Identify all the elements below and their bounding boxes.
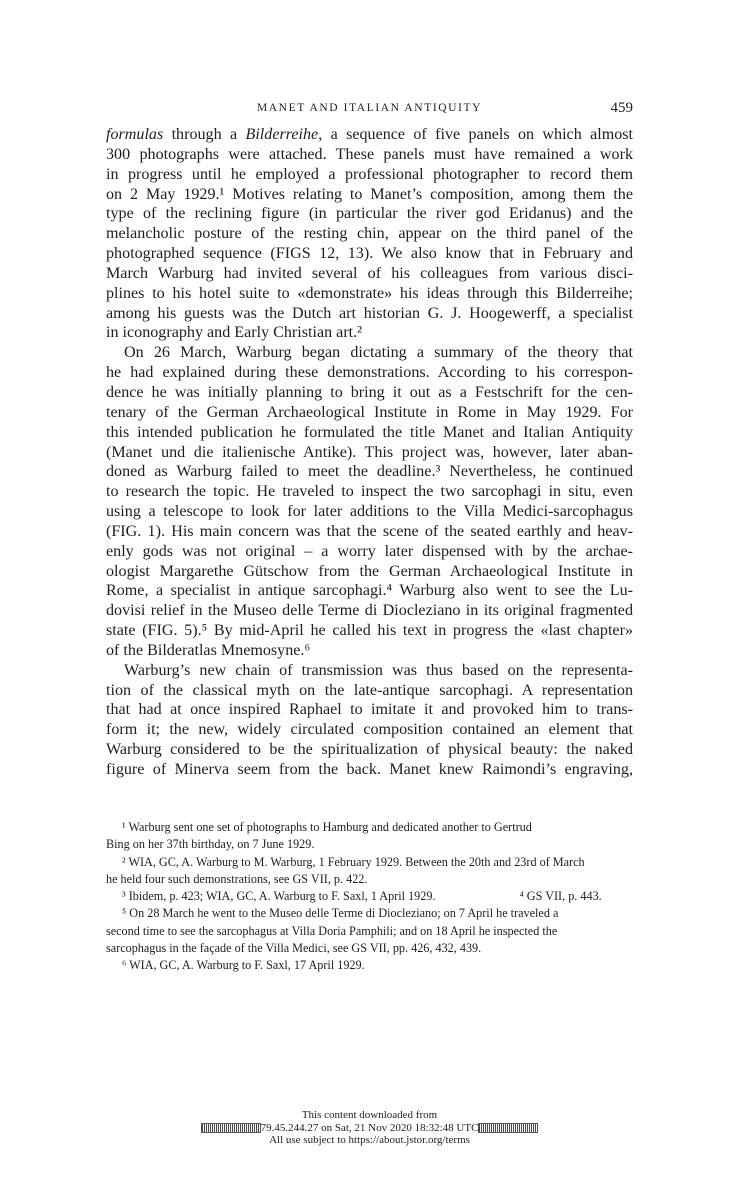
barcode-icon — [201, 1123, 261, 1133]
body-line: Warburg’s new chain of transmission was thus based on the representa- — [124, 661, 633, 679]
body-line: using a telescope to look for later additions to the Villa Medici-sarcophagus — [106, 503, 633, 521]
running-head — [106, 100, 633, 120]
footnote-line — [106, 888, 633, 905]
footnote-4: ⁴ GS VII, p. 443. — [519, 889, 602, 904]
body-line: of the Bilderatlas Mnemosyne.⁶ — [106, 641, 311, 659]
jstor-ip-text: 79.45.244.27 on Sat, 21 Nov 2020 18:32:48 UTC — [260, 1121, 479, 1134]
body-line: enly gods was not original – a worry later dispensed with by the archae- — [106, 542, 633, 560]
body-line-italic: Bilderreihe — [245, 126, 319, 143]
body-line: (FIG. 1). His main concern was that the scene of the seated earthly and heav- — [106, 522, 633, 540]
body-line: Rome, a specialist in antique sarcophagi.⁴ Warburg also went to see the Lu- — [106, 582, 633, 600]
body-text — [106, 125, 633, 780]
footnote-line: he held four such demonstrations, see GS VII, p. 422. — [106, 871, 368, 886]
body-line: On 26 March, Warburg began dictating a summary of the theory that — [124, 344, 633, 362]
body-line: dence he was initially planning to bring it out as a Festschrift for the cen- — [106, 383, 633, 401]
body-line: type of the reclining figure (in particular the river god Eridanus) and the — [106, 205, 633, 223]
body-line-italic: formulas — [106, 126, 164, 143]
body-line: state (FIG. 5).⁵ By mid-April he called his text in progress the «last chapter» — [106, 622, 633, 640]
jstor-line-3[interactable]: All use subject to https://about.jstor.org/terms — [269, 1134, 470, 1146]
running-title: MANET AND ITALIAN ANTIQUITY — [256, 102, 483, 114]
footnote-line: second time to see the sarcophagus at Villa Doria Pamphili; and on 18 April he inspected the — [106, 923, 558, 938]
body-line — [106, 125, 633, 145]
jstor-line-2 — [0, 1122, 739, 1135]
page-number: 459 — [610, 100, 633, 116]
body-line-segment: , a sequence of five panels on which almost — [318, 126, 634, 143]
footnote-line: Bing on her 37th birthday, on 7 June 1929. — [106, 837, 315, 852]
body-line: among his guests was the Dutch art historian G. J. Hoogewerff, a specialist — [106, 304, 633, 322]
body-line: this intended publication he formulated the title Manet and Italian Antiquity — [106, 423, 633, 441]
body-line: tenary of the German Archaeological Institute in Rome in May 1929. For — [106, 403, 633, 421]
body-line: figure of Minerva seem from the back. Manet knew Raimondi’s engraving, — [106, 761, 633, 778]
footnote-line: sarcophagus in the façade of the Villa Medici, see GS VII, pp. 426, 432, 439. — [106, 941, 482, 956]
body-line: he had explained during these demonstrations. According to his correspon- — [106, 364, 633, 382]
body-line: 300 photographs were attached. These panels must have remained a work — [106, 145, 633, 163]
body-line: (Manet und die italienische Antike). This project was, however, later aban- — [106, 443, 633, 461]
body-line: doned as Warburg failed to meet the deadline.³ Nevertheless, he continued — [106, 463, 633, 481]
body-line: in progress until he employed a professional photographer to record them — [106, 165, 633, 183]
body-line: photographed sequence (FIGS 12, 13). We also know that in February and — [106, 245, 633, 263]
body-line: that had at once inspired Raphael to imitate it and provoked him to trans- — [106, 701, 633, 719]
body-line: to research the topic. He traveled to inspect the two sarcophagi in situ, even — [106, 483, 633, 501]
body-line: on 2 May 1929.¹ Motives relating to Manet’s composition, among them the — [106, 185, 633, 203]
footnote-line: ⁶ WIA, GC, A. Warburg to F. Saxl, 17 April 1929. — [122, 958, 365, 973]
footnotes — [106, 819, 633, 975]
body-line: ologist Margarethe Gütschow from the German Archaeological Institute in — [106, 562, 633, 580]
body-line: in iconography and Early Christian art.² — [106, 324, 362, 342]
body-line-segment: through a — [163, 126, 246, 143]
footnote-line: ¹ Warburg sent one set of photographs to Hamburg and dedicated another to Gertrud — [122, 820, 532, 834]
body-line: form it; the new, widely circulated composition contained an element that — [106, 721, 633, 739]
body-line: March Warburg had invited several of his colleagues from various disci- — [106, 264, 633, 282]
barcode-icon — [478, 1123, 538, 1133]
jstor-footer — [0, 1109, 739, 1147]
body-line: plines to his hotel suite to «demonstrate» his ideas through this Bilderreihe; — [106, 284, 633, 302]
body-line: melancholic posture of the resting chin, appear on the third panel of the — [106, 225, 633, 243]
body-line: Warburg considered to be the spiritualization of physical beauty: the naked — [106, 741, 633, 759]
body-line: tion of the classical myth on the late-antique sarcophagi. A representation — [106, 681, 633, 699]
footnote-line: ⁵ On 28 March he went to the Museo delle Terme di Diocleziano; on 7 April he traveled a — [122, 906, 559, 921]
jstor-line-1: This content downloaded from — [301, 1109, 438, 1121]
body-line: dovisi relief in the Museo delle Terme di Diocleziano in its original fragmented — [106, 602, 633, 620]
footnote-3: ³ Ibidem, p. 423; WIA, GC, A. Warburg to F. Saxl, 1 April 1929. — [122, 889, 436, 904]
footnote-line: ² WIA, GC, A. Warburg to M. Warburg, 1 February 1929. Between the 20th and 23rd of March — [122, 854, 585, 869]
